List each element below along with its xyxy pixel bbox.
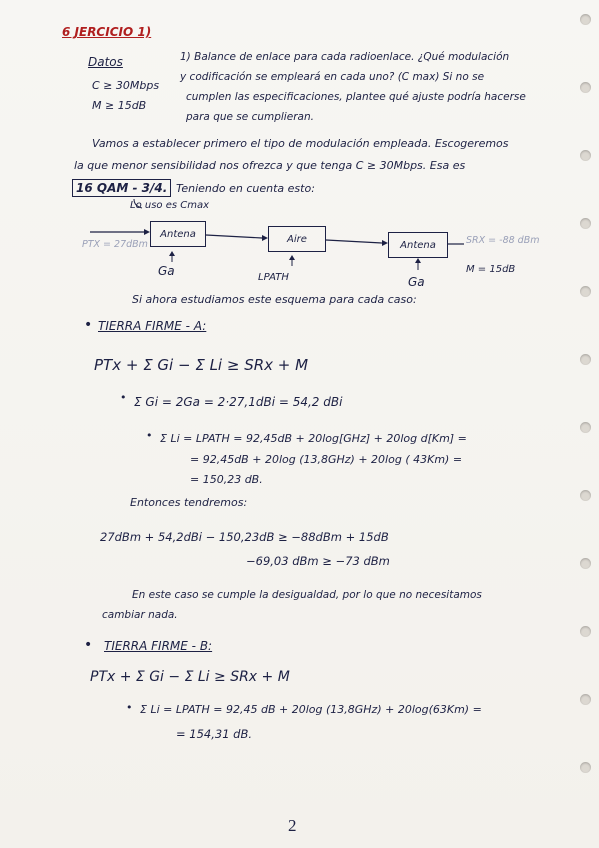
bullet-icon: • [146,429,153,442]
bullet-icon: • [84,317,93,333]
section-a-heading: TIERRA FIRME - A: [98,319,207,333]
loss-line: Σ Li = LPATH = 92,45dB + 20log[GHz] + 20log d[Km] = [160,432,467,445]
calc-line: 27dBm + 54,2dBi − 150,23dB ≥ −88dBm + 15dB [100,530,389,544]
then-text: Entonces tendremos: [130,496,248,509]
intro-line: la que menor sensibilidad nos ofrezca y que tenga C ≥ 30Mbps. Esa es [74,159,466,172]
arrow-head-icon [169,251,175,256]
link-budget-equation-b: PTx + Σ Gi − Σ Li ≥ SRx + M [90,669,290,685]
arrow-line [206,235,262,238]
question-line: para que se cumplieran. [186,111,314,123]
air-block: Aire [268,226,326,252]
link-budget-equation: PTx + Σ Gi − Σ Li ≥ SRx + M [94,356,309,374]
datos-capacity: C ≥ 30Mbps [92,79,160,92]
ptx-label: PTX = 27dBm [82,239,148,250]
rx-antenna-block: Antena [388,232,448,258]
exercise-title: 6 JERCICIO 1) [62,25,152,39]
arrow-head-icon [415,258,421,263]
gains-line: Σ Gi = 2Ga = 2·27,1dBi = 54,2 dBi [134,395,343,409]
ga-tx-label: Ga [158,264,175,278]
calc-line: −69,03 dBm ≥ −73 dBm [246,554,390,568]
margin-label: M = 15dB [466,264,516,275]
loss-line-b: Σ Li = LPATH = 92,45 dB + 20log (13,8GHz) + 20log(63Km) = [140,703,482,716]
intro-line: Teniendo en cuenta esto: [176,182,315,195]
question-line: y codificación se empleará en cada uno? (C max) Si no se [180,71,485,83]
arrow-line [326,240,382,243]
page-number: 2 [288,816,297,835]
question-line: cumplen las especificaciones, plantee qué ajuste podría hacerse [186,91,526,103]
ga-rx-label: Ga [408,275,425,289]
intro-line: Vamos a establecer primero el tipo de modulación empleada. Escogeremos [92,137,509,150]
datos-heading: Datos [88,55,123,69]
section-b-heading: TIERRA FIRME - B: [104,639,213,653]
loss-line-b: = 154,31 dB. [176,727,253,741]
chosen-modulation-box: 16 QAM - 3/4. [72,179,171,197]
lpath-label: LPATH [258,272,289,283]
question-line: 1) Balance de enlace para cada radioenlace. ¿Qué modulación [180,51,510,63]
conclusion-line: cambiar nada. [102,609,178,621]
scheme-text: Si ahora estudiamos este esquema para cada caso: [132,293,417,306]
loss-line: = 150,23 dB. [190,473,263,486]
bullet-icon: • [120,391,127,404]
conclusion-line: En este caso se cumple la desigualdad, por lo que no necesitamos [132,589,482,601]
srx-label: SRX = -88 dBm [466,235,540,246]
bullet-icon: • [126,701,133,714]
note-pointer [134,199,142,208]
bullet-icon: • [84,637,93,653]
loss-line: = 92,45dB + 20log (13,8GHz) + 20log ( 43Km) = [190,453,463,466]
datos-margin: M ≥ 15dB [92,99,147,112]
cmax-note: Lo uso es Cmax [130,200,210,211]
tx-antenna-block: Antena [150,221,206,247]
arrow-head-icon [289,255,295,260]
